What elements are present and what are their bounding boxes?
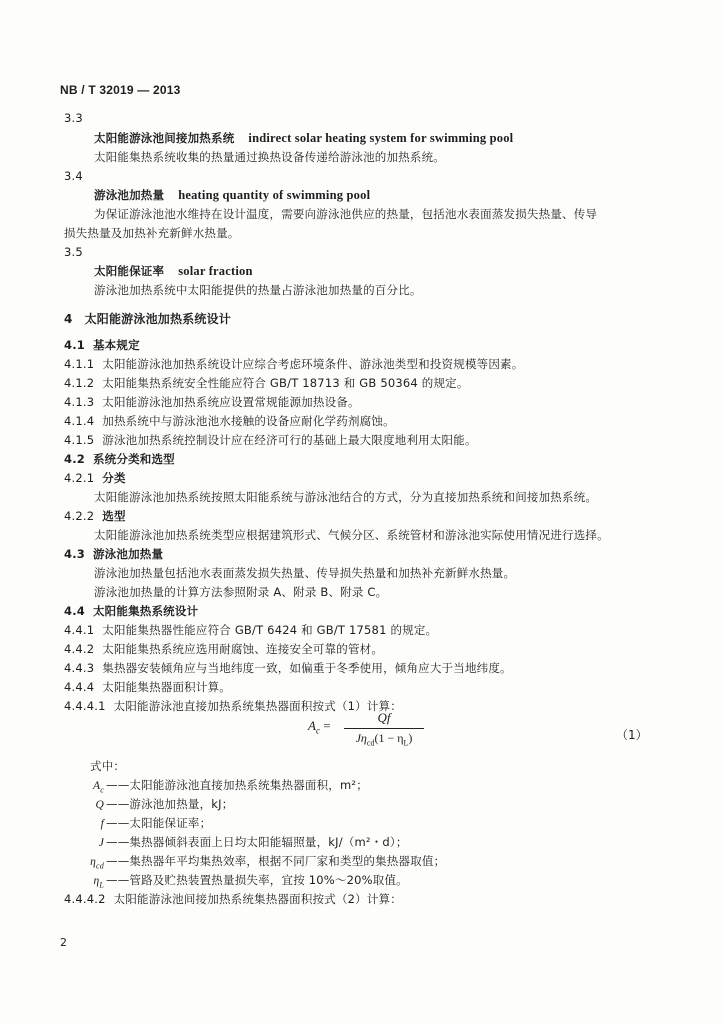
clause-text: 太阳能集热器面积计算。 — [102, 680, 231, 694]
variable-definition: Q ——游泳池加热量，kJ； — [80, 796, 233, 817]
term-cn: 太阳能保证率 — [94, 264, 165, 278]
clause-text: 集热器安装倾角应与当地纬度一致，如偏重于冬季使用，倾角应大于当地纬度。 — [102, 661, 512, 675]
clause-title: 系统分类和选型 — [92, 452, 175, 466]
variable-definition: J ——集热器倾斜表面上日均太阳能辐照量，kJ/（m²・d）； — [80, 834, 408, 855]
term-en: indirect solar heating system for swimming pool — [248, 131, 514, 145]
clause-number: 4.3 — [64, 547, 85, 561]
clause-title: 基本规定 — [92, 338, 140, 352]
term-3-5 — [94, 263, 253, 279]
where-label: 式中： — [90, 759, 126, 773]
clause-title: 分类 — [102, 471, 126, 485]
term-3-3 — [94, 130, 513, 146]
clause-4-4-2 — [64, 641, 383, 657]
subsection-heading — [64, 337, 140, 353]
clause-text: 加热系统中与游泳池池水接触的设备应耐化学药剂腐蚀。 — [102, 414, 395, 428]
clause-number: 4.4.4 — [64, 680, 95, 694]
clause-number: 4.4.4.1 — [64, 699, 106, 713]
definition-text: 游泳池加热系统中太阳能提供的热量占游泳池加热量的百分比。 — [94, 283, 422, 297]
clause-text: 游泳池加热系统控制设计应在经济可行的基础上最大限度地利用太阳能。 — [102, 433, 477, 447]
clause-4-1-5 — [64, 432, 477, 448]
term-en: heating quantity of swimming pool — [178, 188, 371, 202]
section-number: 4 — [64, 312, 73, 326]
clause-number: 3.5 — [64, 245, 83, 259]
clause-number: 4.1.5 — [64, 433, 95, 447]
section-title: 太阳能游泳池加热系统设计 — [84, 312, 231, 326]
clause-4-1-1 — [64, 356, 523, 372]
clause-text: 太阳能游泳池加热系统应设置常规能源加热设备。 — [102, 395, 360, 409]
clause-number: 3.4 — [64, 169, 83, 183]
clause-body: 游泳池加热量的计算方法参照附录 A、附录 B、附录 C。 — [94, 585, 388, 599]
page-number: 2 — [60, 936, 67, 949]
clause-text: 太阳能集热器性能应符合 GB/T 6424 和 GB/T 17581 的规定。 — [102, 623, 438, 637]
definition-text: 损失热量及加热补充新鲜水热量。 — [64, 226, 240, 240]
standard-code: NB / T 32019 — 2013 — [60, 83, 181, 97]
variable-symbol: $\eta_{cd}$ — [90, 856, 104, 871]
subsection-heading — [64, 546, 163, 562]
clause-4-1-3 — [64, 394, 360, 410]
clause-title: 选型 — [102, 509, 126, 523]
formula-lhs: $A_c$ = — [308, 718, 331, 736]
clause-number: 4.4.2 — [64, 642, 95, 656]
variable-symbol: J — [98, 837, 104, 849]
clause-number: 4.4 — [64, 604, 85, 618]
clause-number: 4.1.4 — [64, 414, 95, 428]
formula-numerator: Qf — [344, 710, 424, 729]
clause-number: 4.1.3 — [64, 395, 95, 409]
clause-body: 太阳能游泳池加热系统按照太阳能系统与游泳池结合的方式，分为直接加热系统和间接加热系统。 — [94, 490, 598, 504]
clause-text: 太阳能集热系统安全性能应符合 GB/T 18713 和 GB 50364 的规定。 — [102, 376, 469, 390]
variable-symbol: f — [100, 818, 104, 830]
section-heading — [64, 311, 231, 327]
clause-number: 4.4.1 — [64, 623, 95, 637]
term-cn: 游泳池加热量 — [94, 188, 165, 202]
clause-number: 4.2.2 — [64, 509, 95, 523]
clause-title: 太阳能集热系统设计 — [92, 604, 199, 618]
clause-4-1-2 — [64, 375, 469, 391]
clause-4-4-3 — [64, 660, 512, 676]
definition-text: 为保证游泳池池水维持在设计温度，需要向游泳池供应的热量，包括池水表面蒸发损失热量、传导 — [94, 207, 598, 221]
variable-symbol: $A_c$ — [93, 780, 104, 795]
equation-number: （1） — [616, 728, 648, 742]
clause-number: 4.4.3 — [64, 661, 95, 675]
clause-body: 游泳池加热量包括池水表面蒸发损失热量、传导损失热量和加热补充新鲜水热量。 — [94, 566, 516, 580]
term-3-4 — [94, 187, 370, 203]
clause-4-4-4 — [64, 679, 231, 695]
variable-symbol: Q — [95, 799, 104, 811]
clause-4-4-4-2 — [64, 891, 402, 907]
variable-definition: $\eta_L$ ——管路及贮热装置热量损失率，宜按 10%～20%取值。 — [80, 872, 408, 893]
term-en: solar fraction — [178, 264, 253, 278]
variable-definition: $\eta_{cd}$ ——集热器年平均集热效率，根据不同厂家和类型的集热器取值； — [80, 853, 445, 874]
clause-body: 太阳能游泳池加热系统类型应根据建筑形式、气候分区、系统管材和游泳池实际使用情况进行选择。 — [94, 528, 609, 542]
formula-fraction — [344, 710, 424, 747]
variable-symbol: $\eta_L$ — [93, 875, 104, 890]
clause-text: 太阳能游泳池间接加热系统集热器面积按式（2）计算： — [113, 892, 402, 906]
clause-4-2-1 — [64, 470, 126, 486]
clause-4-4-1 — [64, 622, 437, 638]
clause-number: 4.1.1 — [64, 357, 95, 371]
clause-number: 4.1.2 — [64, 376, 95, 390]
variable-definition: $A_c$ ——太阳能游泳池直接加热系统集热器面积，m²； — [80, 777, 368, 798]
subsection-heading — [64, 451, 175, 467]
formula-denominator: $J\eta_{cd}(1 - \eta_L)$ — [355, 731, 413, 748]
term-cn: 太阳能游泳池间接加热系统 — [94, 131, 235, 145]
clause-text: 太阳能集热系统应选用耐腐蚀、连接安全可靠的管材。 — [102, 642, 384, 656]
variable-definition: f ——太阳能保证率； — [80, 815, 211, 836]
clause-number: 4.4.4.2 — [64, 892, 106, 906]
clause-title: 游泳池加热量 — [92, 547, 164, 561]
definition-text: 太阳能集热系统收集的热量通过换热设备传递给游泳池的加热系统。 — [94, 150, 445, 164]
clause-text: 太阳能游泳池加热系统设计应综合考虑环境条件、游泳池类型和投资规模等因素。 — [102, 357, 524, 371]
clause-number: 4.2 — [64, 452, 85, 466]
clause-4-2-2 — [64, 508, 126, 524]
clause-number: 4.1 — [64, 338, 85, 352]
clause-4-1-4 — [64, 413, 395, 429]
subsection-heading — [64, 603, 198, 619]
clause-text: 太阳能游泳池直接加热系统集热器面积按式（1）计算： — [113, 699, 402, 713]
clause-number: 3.3 — [64, 111, 83, 125]
clause-number: 4.2.1 — [64, 471, 95, 485]
